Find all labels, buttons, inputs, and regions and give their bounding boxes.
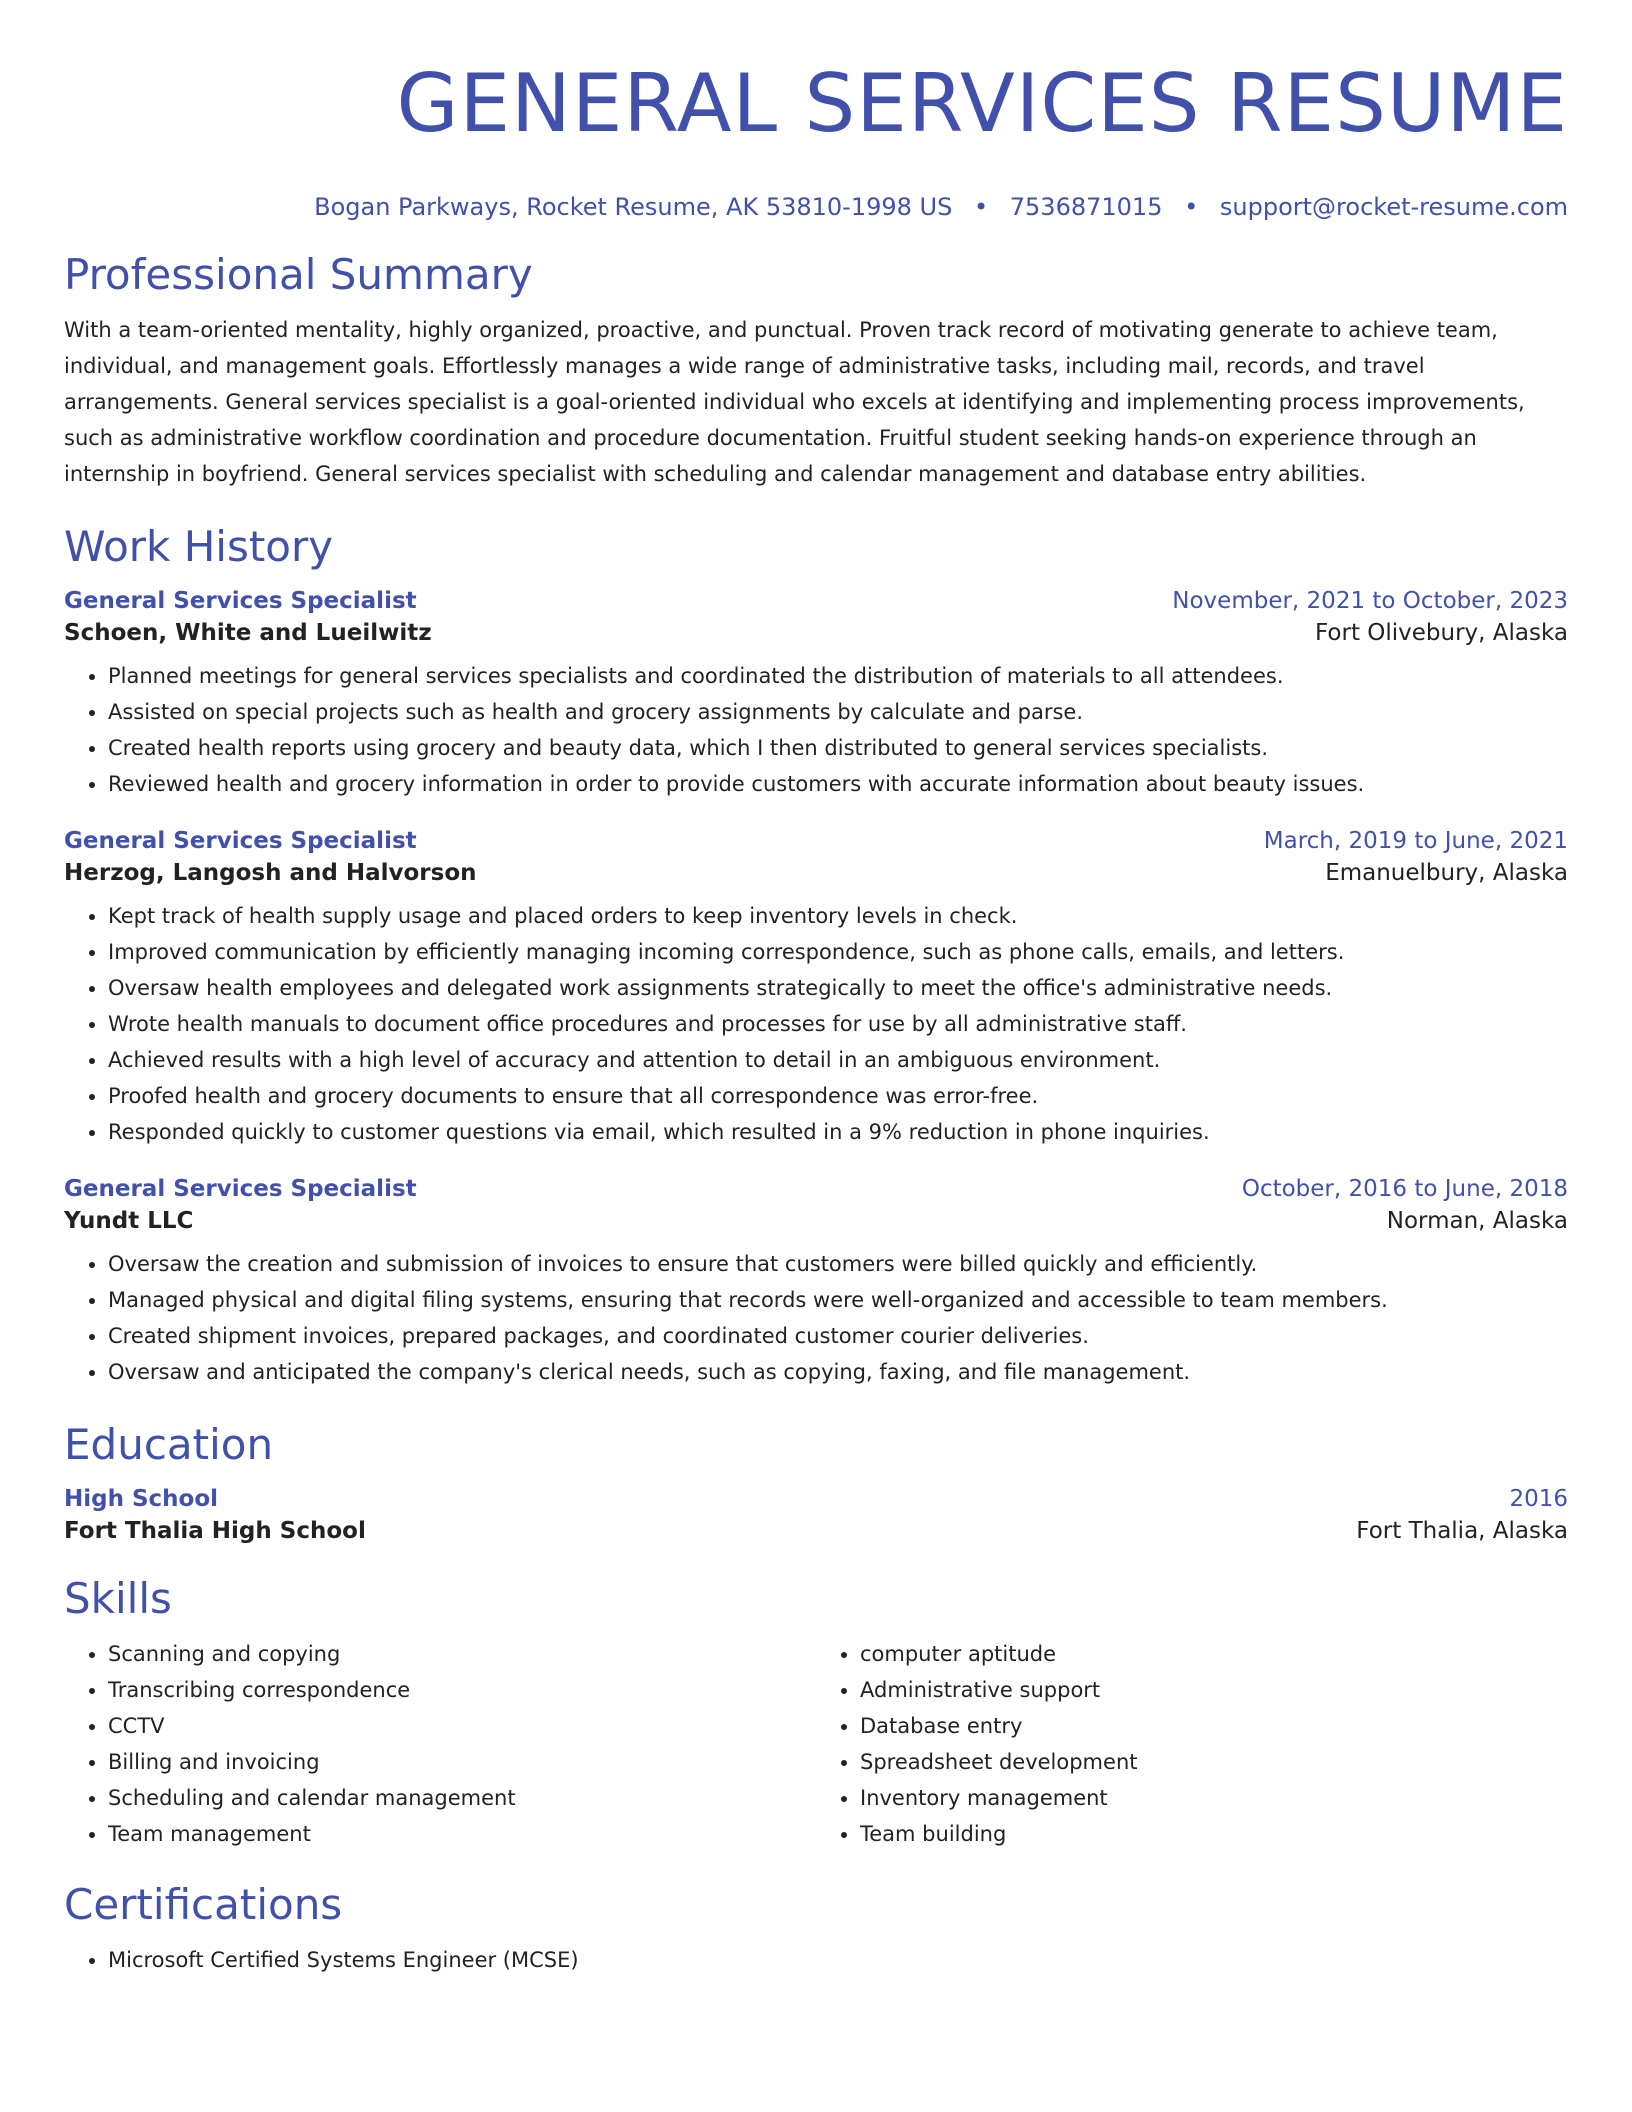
certifications-list (64, 1942, 1568, 1978)
job-dates: November, 2021 to October, 2023 (1172, 588, 1568, 614)
phone: 7536871015 (1009, 193, 1163, 221)
list-item: • Planned meetings for general services specialists and coordinated the distribution of materials to all attendees. (108, 658, 1568, 694)
list-item: • Achieved results with a high level of accuracy and attention to detail in an ambiguous environment. (108, 1042, 1568, 1078)
separator-dot: • (1184, 193, 1199, 221)
list-item: • Proofed health and grocery documents to ensure that all correspondence was error-free. (108, 1078, 1568, 1114)
section-heading-work-history: Work History (64, 522, 334, 571)
list-item: • Improved communication by efficiently managing incoming correspondence, such as phone calls, emails, and letters. (108, 934, 1568, 970)
skill-item: • Spreadsheet development (860, 1744, 1568, 1780)
address: Bogan Parkways, Rocket Resume, AK 53810-1998 US (314, 193, 953, 221)
job-location: Norman, Alaska (1386, 1208, 1568, 1234)
skills-list-left (64, 1636, 816, 1852)
job-entry (64, 828, 1568, 1150)
skill-item: • CCTV (108, 1708, 816, 1744)
job-dates: October, 2016 to June, 2018 (1241, 1176, 1568, 1202)
job-bullets (64, 1246, 1568, 1390)
job-bullets (64, 898, 1568, 1150)
email-link[interactable]: support@rocket-resume.com (1219, 193, 1568, 221)
job-bullets (64, 658, 1568, 802)
skill-item: • Database entry (860, 1708, 1568, 1744)
job-dates: March, 2019 to June, 2021 (1263, 828, 1568, 854)
section-heading-summary: Professional Summary (64, 250, 533, 299)
list-item: • Created shipment invoices, prepared packages, and coordinated customer courier deliveries. (108, 1318, 1568, 1354)
skill-item: • computer aptitude (860, 1636, 1568, 1672)
list-item: • Responded quickly to customer questions via email, which resulted in a 9% reduction in phone inquiries. (108, 1114, 1568, 1150)
section-heading-certifications: Certifications (64, 1880, 343, 1929)
job-entry (64, 588, 1568, 802)
summary-text: With a team-oriented mentality, highly organized, proactive, and punctual. Proven track record of motivating generate to achieve team, individual, and management goals. Effortlessly manages a wide range of administrative tasks, including mail, records, and travel arrangements. General services specialist is a goal-oriented individual who excels at identifying and implementing process improvements, such as administrative workflow coordination and procedure documentation. Fruitful student seeking hands-on experience through an internship in boyfriend. General services specialist with scheduling and calendar management and database entry abilities. (64, 318, 1525, 486)
list-item: • Oversaw health employees and delegated work assignments strategically to meet the office's administrative needs. (108, 970, 1568, 1006)
resume-title: GENERAL SERVICES RESUME (396, 57, 1568, 150)
skills-grid (64, 1636, 1568, 1852)
skill-item: • Transcribing correspondence (108, 1672, 816, 1708)
school-location: Fort Thalia, Alaska (1356, 1518, 1568, 1544)
job-title: General Services Specialist (64, 588, 417, 614)
job-entry (64, 1176, 1568, 1390)
list-item: • Oversaw the creation and submission of invoices to ensure that customers were billed quickly and efficiently. (108, 1246, 1568, 1282)
company-name: Yundt LLC (64, 1208, 194, 1234)
skill-item: • Team building (860, 1816, 1568, 1852)
skill-item: • Scanning and copying (108, 1636, 816, 1672)
company-name: Schoen, White and Lueilwitz (64, 620, 432, 646)
section-heading-education: Education (64, 1420, 274, 1469)
education-entry (64, 1486, 1568, 1544)
company-name: Herzog, Langosh and Halvorson (64, 860, 477, 886)
section-heading-skills: Skills (64, 1574, 172, 1623)
skills-list-right (816, 1636, 1568, 1852)
graduation-year: 2016 (1509, 1486, 1568, 1512)
list-item: • Managed physical and digital filing systems, ensuring that records were well-organized and accessible to team members. (108, 1282, 1568, 1318)
list-item: • Assisted on special projects such as health and grocery assignments by calculate and parse. (108, 694, 1568, 730)
list-item: • Wrote health manuals to document office procedures and processes for use by all administrative staff. (108, 1006, 1568, 1042)
skill-item: • Administrative support (860, 1672, 1568, 1708)
separator-dot: • (973, 193, 989, 221)
skill-item: • Team management (108, 1816, 816, 1852)
job-title: General Services Specialist (64, 1176, 417, 1202)
list-item: • Reviewed health and grocery information in order to provide customers with accurate information about beauty issues. (108, 766, 1568, 802)
job-title: General Services Specialist (64, 828, 417, 854)
skill-item: • Inventory management (860, 1780, 1568, 1816)
list-item: • Oversaw and anticipated the company's clerical needs, such as copying, faxing, and file management. (108, 1354, 1568, 1390)
degree: High School (64, 1486, 219, 1512)
certification-item: • Microsoft Certified Systems Engineer (MCSE) (108, 1942, 1568, 1978)
job-location: Emanuelbury, Alaska (1325, 860, 1568, 886)
skill-item: • Scheduling and calendar management (108, 1780, 816, 1816)
skill-item: • Billing and invoicing (108, 1744, 816, 1780)
school-name: Fort Thalia High School (64, 1518, 366, 1544)
job-location: Fort Olivebury, Alaska (1315, 620, 1568, 646)
list-item: • Created health reports using grocery and beauty data, which I then distributed to general services specialists. (108, 730, 1568, 766)
contact-line (64, 192, 1568, 222)
list-item: • Kept track of health supply usage and placed orders to keep inventory levels in check. (108, 898, 1568, 934)
